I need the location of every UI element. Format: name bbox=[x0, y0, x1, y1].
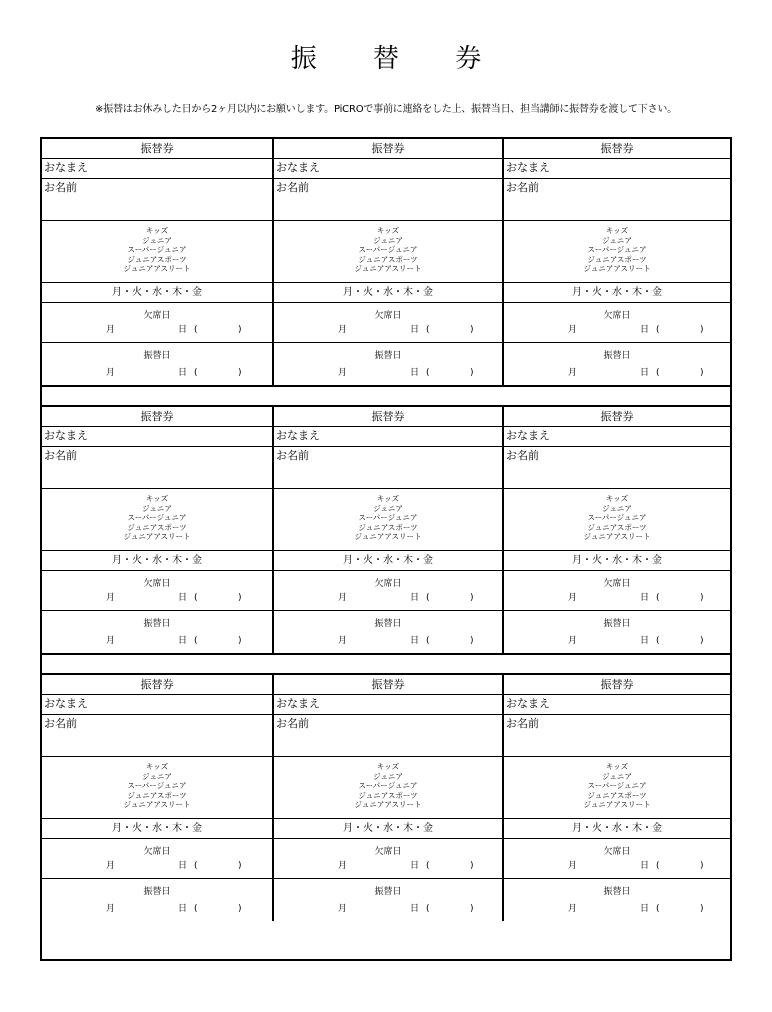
absence-date-field[interactable] bbox=[274, 571, 502, 611]
makeup-ticket bbox=[502, 139, 730, 385]
course-list bbox=[274, 757, 502, 819]
day-label: 日 bbox=[410, 904, 420, 914]
absence-date-field[interactable] bbox=[42, 303, 272, 343]
name-kana-field[interactable] bbox=[42, 159, 272, 179]
page-title: 振 替 券 bbox=[290, 44, 506, 74]
makeup-date-label: 振替日 bbox=[603, 887, 631, 897]
close-paren: ) bbox=[470, 325, 474, 335]
course-junior-sports: ジュニアスポーツ bbox=[587, 522, 647, 532]
course-junior-athlete: ジュニアアスリート bbox=[583, 264, 651, 274]
makeup-ticket bbox=[272, 407, 502, 653]
weekday-options: 月・火・水・木・金 bbox=[274, 819, 502, 839]
name-field[interactable] bbox=[274, 715, 502, 757]
day-label: 日 bbox=[178, 325, 188, 335]
name-kana-label: おなまえ bbox=[44, 697, 88, 710]
name-kana-label: おなまえ bbox=[506, 161, 550, 174]
day-label: 日 bbox=[410, 593, 420, 603]
makeup-date-field[interactable] bbox=[42, 611, 272, 653]
absence-date-field[interactable] bbox=[274, 303, 502, 343]
makeup-date-field[interactable] bbox=[42, 343, 272, 385]
open-paren: ( bbox=[426, 593, 430, 603]
close-paren: ) bbox=[700, 861, 704, 871]
course-junior-athlete: ジュニアアスリート bbox=[354, 800, 422, 810]
month-label: 月 bbox=[568, 636, 578, 646]
name-kana-label: おなまえ bbox=[506, 697, 550, 710]
course-junior-sports: ジュニアスポーツ bbox=[127, 790, 187, 800]
month-label: 月 bbox=[106, 325, 116, 335]
ticket-header: 振替券 bbox=[504, 139, 730, 159]
name-field[interactable] bbox=[42, 179, 272, 221]
month-label: 月 bbox=[338, 325, 348, 335]
month-label: 月 bbox=[106, 368, 116, 378]
day-label: 日 bbox=[178, 368, 188, 378]
name-kana-label: おなまえ bbox=[44, 161, 88, 174]
course-super-junior: スーパージュニア bbox=[127, 781, 187, 791]
course-super-junior: スーパージュニア bbox=[358, 781, 418, 791]
ticket-header: 振替券 bbox=[274, 675, 502, 695]
course-kids: キッズ bbox=[605, 226, 629, 235]
course-junior-athlete: ジュニアアスリート bbox=[123, 800, 191, 810]
course-kids: キッズ bbox=[145, 762, 169, 771]
course-junior: ジュニア bbox=[142, 503, 172, 513]
name-kana-field[interactable] bbox=[504, 695, 730, 715]
close-paren: ) bbox=[470, 861, 474, 871]
open-paren: ( bbox=[426, 368, 430, 378]
ticket-sheet bbox=[40, 137, 732, 961]
course-kids: キッズ bbox=[145, 226, 169, 235]
ticket-row-1 bbox=[42, 139, 730, 385]
makeup-date-label: 振替日 bbox=[143, 619, 171, 629]
course-junior-sports: ジュニアスポーツ bbox=[358, 254, 418, 264]
course-junior-sports: ジュニアスポーツ bbox=[587, 790, 647, 800]
name-label: お名前 bbox=[506, 181, 539, 194]
absence-date-label: 欠席日 bbox=[603, 847, 631, 857]
makeup-ticket bbox=[42, 675, 272, 921]
open-paren: ( bbox=[194, 904, 198, 914]
course-list bbox=[42, 221, 272, 283]
course-junior-athlete: ジュニアアスリート bbox=[354, 264, 422, 274]
makeup-date-field[interactable] bbox=[504, 879, 730, 921]
course-junior: ジュニア bbox=[373, 235, 403, 245]
course-junior-sports: ジュニアスポーツ bbox=[127, 254, 187, 264]
absence-date-field[interactable] bbox=[504, 839, 730, 879]
close-paren: ) bbox=[470, 636, 474, 646]
absence-date-field[interactable] bbox=[42, 839, 272, 879]
open-paren: ( bbox=[194, 325, 198, 335]
course-list bbox=[504, 221, 730, 283]
absence-date-field[interactable] bbox=[504, 303, 730, 343]
open-paren: ( bbox=[656, 368, 660, 378]
open-paren: ( bbox=[426, 636, 430, 646]
makeup-date-label: 振替日 bbox=[603, 351, 631, 361]
weekday-options: 月・火・水・木・金 bbox=[42, 283, 272, 303]
weekday-options: 月・火・水・木・金 bbox=[42, 551, 272, 571]
absence-date-label: 欠席日 bbox=[603, 579, 631, 589]
course-super-junior: スーパージュニア bbox=[587, 781, 647, 791]
open-paren: ( bbox=[656, 861, 660, 871]
name-kana-field[interactable] bbox=[274, 695, 502, 715]
month-label: 月 bbox=[106, 636, 116, 646]
course-junior-athlete: ジュニアアスリート bbox=[123, 532, 191, 542]
course-list bbox=[42, 757, 272, 819]
open-paren: ( bbox=[656, 636, 660, 646]
month-label: 月 bbox=[338, 636, 348, 646]
open-paren: ( bbox=[426, 325, 430, 335]
name-kana-field[interactable] bbox=[42, 695, 272, 715]
name-field[interactable] bbox=[504, 715, 730, 757]
course-super-junior: スーパージュニア bbox=[358, 513, 418, 523]
ticket-header: 振替券 bbox=[42, 407, 272, 427]
close-paren: ) bbox=[238, 904, 242, 914]
name-field[interactable] bbox=[274, 179, 502, 221]
weekday-options: 月・火・水・木・金 bbox=[504, 551, 730, 571]
course-junior: ジュニア bbox=[602, 771, 632, 781]
day-label: 日 bbox=[178, 593, 188, 603]
open-paren: ( bbox=[194, 861, 198, 871]
close-paren: ) bbox=[238, 636, 242, 646]
course-super-junior: スーパージュニア bbox=[127, 245, 187, 255]
course-junior: ジュニア bbox=[373, 771, 403, 781]
close-paren: ) bbox=[700, 593, 704, 603]
ticket-header: 振替券 bbox=[504, 675, 730, 695]
open-paren: ( bbox=[656, 325, 660, 335]
month-label: 月 bbox=[106, 904, 116, 914]
makeup-date-field[interactable] bbox=[274, 879, 502, 921]
month-label: 月 bbox=[568, 861, 578, 871]
ticket-header: 振替券 bbox=[274, 139, 502, 159]
close-paren: ) bbox=[700, 368, 704, 378]
close-paren: ) bbox=[700, 325, 704, 335]
name-kana-field[interactable] bbox=[274, 159, 502, 179]
month-label: 月 bbox=[568, 368, 578, 378]
name-kana-label: おなまえ bbox=[276, 429, 320, 442]
close-paren: ) bbox=[700, 636, 704, 646]
month-label: 月 bbox=[338, 593, 348, 603]
makeup-ticket bbox=[502, 675, 730, 921]
makeup-date-field[interactable] bbox=[504, 343, 730, 385]
absence-date-field[interactable] bbox=[504, 571, 730, 611]
row-separator-line bbox=[42, 653, 730, 655]
course-list bbox=[504, 757, 730, 819]
name-kana-label: おなまえ bbox=[44, 429, 88, 442]
name-label: お名前 bbox=[44, 717, 77, 730]
makeup-ticket bbox=[42, 407, 272, 653]
month-label: 月 bbox=[106, 593, 116, 603]
name-label: お名前 bbox=[506, 717, 539, 730]
name-field[interactable] bbox=[42, 715, 272, 757]
course-junior: ジュニア bbox=[373, 503, 403, 513]
open-paren: ( bbox=[656, 904, 660, 914]
day-label: 日 bbox=[640, 325, 650, 335]
makeup-date-field[interactable] bbox=[274, 611, 502, 653]
makeup-date-label: 振替日 bbox=[374, 887, 402, 897]
weekday-options: 月・火・水・木・金 bbox=[42, 819, 272, 839]
day-label: 日 bbox=[640, 904, 650, 914]
absence-date-field[interactable] bbox=[42, 571, 272, 611]
name-field[interactable] bbox=[504, 447, 730, 489]
close-paren: ) bbox=[470, 904, 474, 914]
absence-date-label: 欠席日 bbox=[374, 311, 402, 321]
course-list bbox=[42, 489, 272, 551]
course-super-junior: スーパージュニア bbox=[587, 513, 647, 523]
absence-date-label: 欠席日 bbox=[143, 311, 171, 321]
absence-date-label: 欠席日 bbox=[143, 847, 171, 857]
month-label: 月 bbox=[568, 904, 578, 914]
absence-date-label: 欠席日 bbox=[374, 579, 402, 589]
close-paren: ) bbox=[470, 593, 474, 603]
month-label: 月 bbox=[338, 861, 348, 871]
course-junior-athlete: ジュニアアスリート bbox=[354, 532, 422, 542]
day-label: 日 bbox=[178, 636, 188, 646]
close-paren: ) bbox=[470, 368, 474, 378]
course-kids: キッズ bbox=[605, 762, 629, 771]
name-kana-label: おなまえ bbox=[506, 429, 550, 442]
notice-text: ※振替はお休みした日から2ヶ月以内にお願いします。PiCROで事前に連絡をした上、振替当日、担当講師に振替券を渡して下さい。 bbox=[95, 104, 677, 115]
name-kana-label: おなまえ bbox=[276, 697, 320, 710]
course-junior: ジュニア bbox=[142, 771, 172, 781]
makeup-date-field[interactable] bbox=[274, 343, 502, 385]
course-kids: キッズ bbox=[376, 494, 400, 503]
day-label: 日 bbox=[410, 636, 420, 646]
close-paren: ) bbox=[238, 325, 242, 335]
day-label: 日 bbox=[410, 325, 420, 335]
name-label: お名前 bbox=[276, 181, 309, 194]
course-junior: ジュニア bbox=[602, 235, 632, 245]
course-junior: ジュニア bbox=[602, 503, 632, 513]
name-field[interactable] bbox=[42, 447, 272, 489]
month-label: 月 bbox=[568, 325, 578, 335]
day-label: 日 bbox=[640, 636, 650, 646]
makeup-date-field[interactable] bbox=[42, 879, 272, 921]
row-separator-line bbox=[42, 385, 730, 387]
absence-date-label: 欠席日 bbox=[143, 579, 171, 589]
day-label: 日 bbox=[410, 368, 420, 378]
name-label: お名前 bbox=[276, 449, 309, 462]
close-paren: ) bbox=[238, 861, 242, 871]
name-label: お名前 bbox=[44, 181, 77, 194]
open-paren: ( bbox=[194, 368, 198, 378]
name-field[interactable] bbox=[504, 179, 730, 221]
weekday-options: 月・火・水・木・金 bbox=[504, 283, 730, 303]
month-label: 月 bbox=[106, 861, 116, 871]
course-junior-athlete: ジュニアアスリート bbox=[583, 532, 651, 542]
course-super-junior: スーパージュニア bbox=[358, 245, 418, 255]
course-kids: キッズ bbox=[376, 762, 400, 771]
day-label: 日 bbox=[178, 904, 188, 914]
month-label: 月 bbox=[338, 368, 348, 378]
course-kids: キッズ bbox=[605, 494, 629, 503]
absence-date-label: 欠席日 bbox=[603, 311, 631, 321]
ticket-header: 振替券 bbox=[274, 407, 502, 427]
close-paren: ) bbox=[238, 593, 242, 603]
ticket-row-3 bbox=[42, 675, 730, 921]
day-label: 日 bbox=[178, 861, 188, 871]
day-label: 日 bbox=[640, 593, 650, 603]
makeup-date-label: 振替日 bbox=[143, 351, 171, 361]
month-label: 月 bbox=[338, 904, 348, 914]
month-label: 月 bbox=[568, 593, 578, 603]
course-junior-athlete: ジュニアアスリート bbox=[583, 800, 651, 810]
ticket-header: 振替券 bbox=[504, 407, 730, 427]
absence-date-field[interactable] bbox=[274, 839, 502, 879]
open-paren: ( bbox=[426, 861, 430, 871]
ticket-row-2 bbox=[42, 407, 730, 653]
name-label: お名前 bbox=[276, 717, 309, 730]
course-super-junior: スーパージュニア bbox=[587, 245, 647, 255]
course-junior-sports: ジュニアスポーツ bbox=[358, 522, 418, 532]
course-junior-sports: ジュニアスポーツ bbox=[587, 254, 647, 264]
course-junior-sports: ジュニアスポーツ bbox=[127, 522, 187, 532]
open-paren: ( bbox=[426, 904, 430, 914]
makeup-ticket bbox=[272, 139, 502, 385]
course-list bbox=[274, 489, 502, 551]
weekday-options: 月・火・水・木・金 bbox=[274, 551, 502, 571]
day-label: 日 bbox=[640, 861, 650, 871]
makeup-date-label: 振替日 bbox=[374, 351, 402, 361]
name-kana-field[interactable] bbox=[504, 159, 730, 179]
name-label: お名前 bbox=[506, 449, 539, 462]
makeup-date-label: 振替日 bbox=[143, 887, 171, 897]
makeup-date-field[interactable] bbox=[504, 611, 730, 653]
open-paren: ( bbox=[656, 593, 660, 603]
makeup-ticket bbox=[272, 675, 502, 921]
weekday-options: 月・火・水・木・金 bbox=[274, 283, 502, 303]
close-paren: ) bbox=[700, 904, 704, 914]
course-junior-sports: ジュニアスポーツ bbox=[358, 790, 418, 800]
makeup-date-label: 振替日 bbox=[603, 619, 631, 629]
makeup-ticket bbox=[502, 407, 730, 653]
course-kids: キッズ bbox=[145, 494, 169, 503]
course-junior: ジュニア bbox=[142, 235, 172, 245]
day-label: 日 bbox=[640, 368, 650, 378]
open-paren: ( bbox=[194, 593, 198, 603]
absence-date-label: 欠席日 bbox=[374, 847, 402, 857]
name-kana-field[interactable] bbox=[42, 427, 272, 447]
ticket-header: 振替券 bbox=[42, 139, 272, 159]
close-paren: ) bbox=[238, 368, 242, 378]
course-super-junior: スーパージュニア bbox=[127, 513, 187, 523]
name-kana-field[interactable] bbox=[504, 427, 730, 447]
course-list bbox=[274, 221, 502, 283]
name-field[interactable] bbox=[274, 447, 502, 489]
course-kids: キッズ bbox=[376, 226, 400, 235]
name-kana-label: おなまえ bbox=[276, 161, 320, 174]
weekday-options: 月・火・水・木・金 bbox=[504, 819, 730, 839]
course-junior-athlete: ジュニアアスリート bbox=[123, 264, 191, 274]
ticket-header: 振替券 bbox=[42, 675, 272, 695]
makeup-ticket bbox=[42, 139, 272, 385]
open-paren: ( bbox=[194, 636, 198, 646]
makeup-date-label: 振替日 bbox=[374, 619, 402, 629]
course-list bbox=[504, 489, 730, 551]
day-label: 日 bbox=[410, 861, 420, 871]
name-kana-field[interactable] bbox=[274, 427, 502, 447]
name-label: お名前 bbox=[44, 449, 77, 462]
